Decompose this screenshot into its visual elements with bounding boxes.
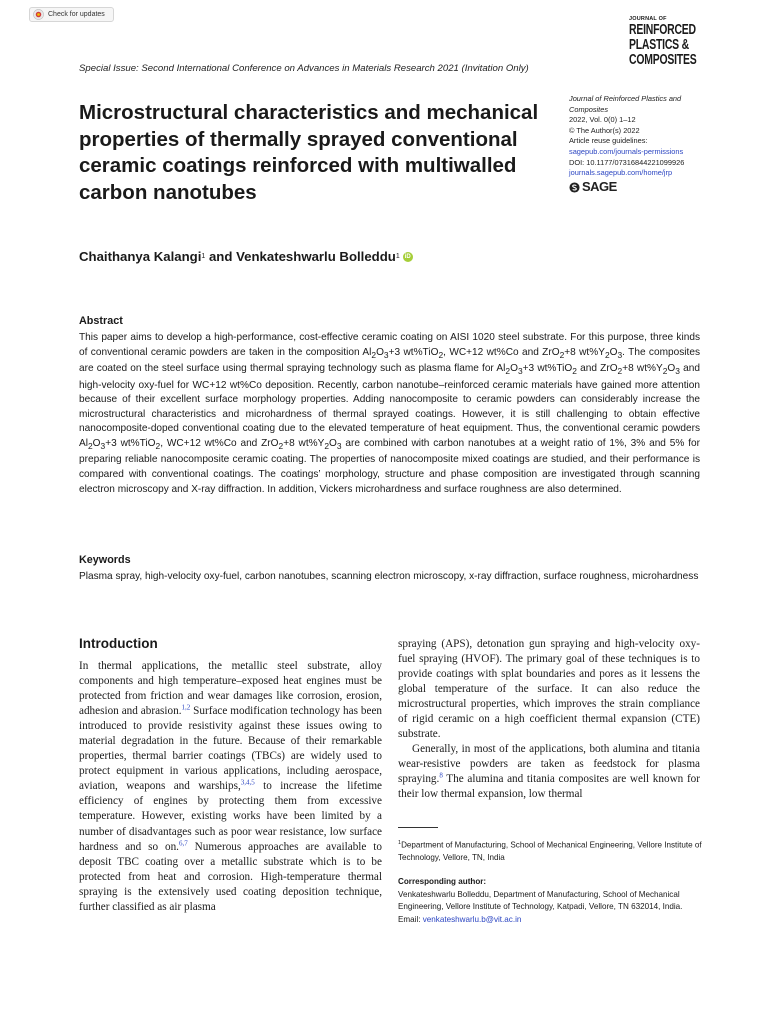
check-for-updates-badge[interactable]	[29, 7, 114, 22]
check-updates-icon	[33, 9, 44, 20]
body-column-left	[79, 659, 382, 915]
reuse-link[interactable]: sagepub.com/journals-permissions	[569, 146, 684, 156]
orcid-icon[interactable]: iD	[404, 253, 411, 260]
introduction-heading: Introduction	[79, 636, 158, 651]
footnote-divider	[398, 827, 438, 828]
volume-info: 2022, Vol. 0(0) 1–12	[569, 115, 636, 125]
corresponding-author: Corresponding author: Venkateshwarlu Bolleddu, Department of Manufacturing, School of Mechanical Engineering, Vellore Institute of Technology, Katpadi, Vellore, TN 632014, India. Email: venkateshwarlu.b@vit.ac.in	[398, 877, 683, 924]
email-link[interactable]: venkateshwarlu.b@vit.ac.in	[422, 914, 522, 924]
paragraph-continued: spraying (APS), detonation gun spraying and high-velocity oxy-fuel spraying (HVOF). The primary goal of these techniques is to provide coatings with splat boundaries and pores as it lessens the global temperature of the surface. It can also reduce the microstructural properties, which improves the strain compliance of rigid ceramic on a high coefficient thermal expansion (CTE) substrate.	[398, 638, 700, 741]
citation-link[interactable]: 3,4,5	[240, 778, 255, 787]
check-for-updates-label: Check for updates	[48, 11, 105, 18]
citation-link[interactable]: 1,2	[181, 703, 191, 712]
author-2[interactable]: Venkateshwarlu Bolleddu	[236, 249, 396, 264]
affiliation-footnote: $^1$Department of Manufacturing, School of Mechanical Engineering, Vellore Institute of Technology, Vellore, TN, India	[398, 840, 702, 863]
sage-icon	[569, 182, 580, 193]
special-issue-line: Special Issue: Second International Conference on Advances in Materials Research 2021 (Invitation Only)	[79, 63, 529, 74]
corresponding-heading: Corresponding author:	[398, 877, 487, 886]
article-title: Microstructural characteristics and mechanical properties of thermally sprayed conventional ceramic coatings reinforced with multiwalled carbon nanotubes	[79, 101, 539, 204]
journal-name: Journal of Reinforced Plastics and Composites	[569, 94, 682, 114]
journal-logo: JOURNAL OF REINFORCED PLASTICS & COMPOSITES	[629, 16, 697, 68]
journal-info	[569, 94, 719, 193]
keywords-heading: Keywords	[79, 554, 131, 566]
doi[interactable]: DOI: 10.1177/07316844221099926	[569, 157, 685, 167]
body-column-right	[398, 637, 700, 803]
authors: Chaithanya Kalangi 1 and Venkateshwarlu Bolleddu 1 iD	[79, 249, 411, 264]
citation-link[interactable]: 6,7	[178, 838, 188, 847]
paragraph: Generally, in most of the applications, both alumina and titania wear-resistive powders are taken as feedstock for plasma spraying.$^8$ The alumina and titania composites are well known for their low thermal expansion, low thermal	[398, 743, 700, 801]
citation-link[interactable]: 8	[439, 771, 443, 780]
reuse-label: Article reuse guidelines:	[569, 136, 648, 146]
keywords-text: Plasma spray, high-velocity oxy-fuel, carbon nanotubes, scanning electron microscopy, x-ray diffraction, surface roughness, microhardness	[79, 571, 699, 582]
paragraph: In thermal applications, the metallic steel substrate, alloy components and high temperature–exposed heat engines must be protected from friction and wear damages like corrosion, erosion, adhesion and abrasion.$^{1,2}$ Surface modification technology has been introduced to provide resistivity against these issues owing to material degradation in the future. Because of their remarkable properties, thermal barrier coatings (TBCs) are widely used to protect equipment in various applications, including aerospace, aviation, weapons and warships,$^{3,4,5}$ to increase the lifetime efficiency of engines by protecting them from excessive temperature. However, existing works have been limited by a number of disadvantages such as poor wear resistance, low surface hardness and so on.$^{6,7}$ Numerous approaches are available to deposit TBC coating over a metallic substrate which is to be protected from heat and corrosion. High-temperature thermal spraying is the extensively used coating deposition technique, further classified as air plasma	[79, 660, 383, 913]
abstract-heading: Abstract	[79, 315, 123, 327]
journal-home-link[interactable]: journals.sagepub.com/home/jrp	[569, 168, 673, 178]
sage-logo: SAGE	[569, 182, 719, 193]
author-1[interactable]: Chaithanya Kalangi	[79, 249, 202, 264]
abstract-text: This paper aims to develop a high-performance, cost-effective ceramic coating on AISI 1020 steel substrate. For this purpose, three kinds of conventional ceramic powders are taken in the composition $Al_2O_3+3$ wt%TiO$_2$, WC+12 wt%Co and ZrO$_2$+8 $wt\%Y_2O_3$. The composites are coated on the steel surface using thermal spraying technology such as plasma flame for $Al_2O_3+3$ wt%TiO$_2$ and ZrO$_2$+8 $wt\%Y_2O_3$ and high-velocity oxy-fuel for WC+12 wt%Co deposition. Recently, carbon nanotube–reinforced ceramic materials have gained more attention because of their excellent surface morphology properties. Adding nanocomposite to ceramic powders can considerably increase the microstructural characteristics and microhardness of thermal sprayed coatings. However, it is still challenging to obtain effective nanocomposite-doped conventional coating due to the elevated temperature of heat equipment. Thus, the conventional ceramic powders $Al_2O_3+3$ wt%TiO$_2$, WC+12 wt%Co and ZrO$_2$+8 $wt\%Y_2O_3$ are combined with carbon nanotubes at a weight ratio of 1%, 3% and 5% for preparing reliable nanocomposite ceramic coating. The properties of nanocomposite mixed coatings are studied, and their performance is compared with conventional coatings. The coatings’ morphology, structure and phase composition are investigated through scanning electron microscopy and X-ray diffraction. In addition, Vickers microhardness and surface roughness are also determined.	[79, 332, 700, 495]
copyright: © The Author(s) 2022	[569, 125, 640, 135]
